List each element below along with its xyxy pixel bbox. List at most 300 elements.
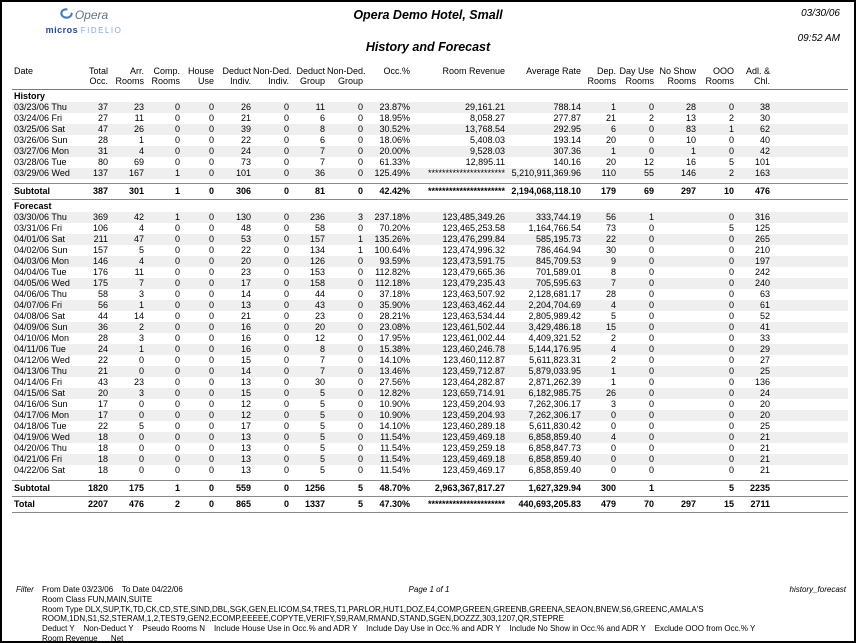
micros-logo-text: micros <box>45 25 79 35</box>
table-cell: 0 <box>648 223 654 233</box>
table-cell: 0 <box>208 421 214 431</box>
table-cell: 0 <box>728 366 734 376</box>
spacer-cell <box>772 344 848 355</box>
spacer-cell <box>772 481 848 497</box>
table-cell: 0 <box>283 135 289 145</box>
table-cell: 0 <box>357 256 363 266</box>
table-cell: 0 <box>208 146 214 156</box>
table-cell: 123,459,712.87 <box>442 366 505 376</box>
table-row <box>12 344 848 355</box>
table-cell: 0 <box>357 146 363 156</box>
table-cell: 11 <box>315 102 325 112</box>
table-cell: 123,474,996.32 <box>442 245 505 255</box>
table-cell: 0 <box>283 278 289 288</box>
table-cell: 42.42% <box>365 184 412 200</box>
table-cell: 15 <box>240 355 251 365</box>
table-cell: 0 <box>208 267 214 277</box>
table-cell: 18.06% <box>379 135 410 145</box>
table-cell: 123,463,534.44 <box>442 311 505 321</box>
table-cell: 17 <box>97 410 108 420</box>
table-cell: 0 <box>728 300 734 310</box>
table-cell: 0 <box>728 399 734 409</box>
table-cell <box>656 421 698 432</box>
table-cell: 0 <box>283 146 289 156</box>
subtotal-row <box>12 481 848 497</box>
table-cell: 0 <box>283 344 289 354</box>
table-cell: 2,194,068,118.10 <box>507 184 583 200</box>
table-cell: 0 <box>174 113 180 123</box>
table-cell: 0 <box>648 388 654 398</box>
table-cell: 3,429,486.18 <box>528 322 581 332</box>
table-cell: 52 <box>759 311 770 321</box>
table-cell: 7 <box>610 278 616 288</box>
table-cell: 135.26% <box>374 234 410 244</box>
table-cell: 21 <box>759 454 770 464</box>
table-cell: 14.10% <box>379 355 410 365</box>
table-cell: 1 <box>690 146 696 156</box>
table-cell: 316 <box>754 212 770 222</box>
section-label-row <box>12 90 848 103</box>
table-row <box>12 311 848 322</box>
table-cell: 265 <box>754 234 770 244</box>
table-row <box>12 333 848 344</box>
table-cell: 18 <box>97 432 108 442</box>
table-cell: 0 <box>648 377 654 387</box>
table-cell: 81 <box>291 184 327 200</box>
table-cell: 04/16/06 Sun <box>14 399 68 409</box>
column-header: Dep. Rooms <box>587 66 616 86</box>
spacer-cell <box>772 355 848 366</box>
table-cell: 0 <box>728 432 734 442</box>
table-cell: 788.14 <box>553 102 581 112</box>
table-cell: 31 <box>97 146 108 156</box>
table-cell: 2 <box>728 113 734 123</box>
table-cell: 1 <box>610 366 616 376</box>
table-cell: 21 <box>759 443 770 453</box>
table-cell: 1 <box>610 377 616 387</box>
table-cell: 48 <box>240 223 251 233</box>
table-cell: 123,459,259.18 <box>442 443 505 453</box>
table-cell: 69 <box>618 184 656 200</box>
table-cell: 0 <box>648 245 654 255</box>
table-cell: 0 <box>357 289 363 299</box>
table-cell: 1 <box>174 168 180 178</box>
table-cell: 10 <box>698 184 736 200</box>
table-cell: 2 <box>728 168 734 178</box>
table-cell: 0 <box>174 245 180 255</box>
table-cell: 12,895.11 <box>465 157 505 167</box>
table-cell: 0 <box>728 454 734 464</box>
report-date: 03/30/06 <box>801 8 840 19</box>
table-cell: 123,461,502.44 <box>442 322 505 332</box>
table-cell: 03/28/06 Tue <box>14 157 67 167</box>
table-cell: 175 <box>92 278 108 288</box>
table-cell: 240 <box>754 278 770 288</box>
table-cell: 04/01/06 Sat <box>14 234 66 244</box>
table-cell: 1337 <box>291 497 327 513</box>
table-cell: 0 <box>138 443 144 453</box>
spacer-cell <box>772 256 848 267</box>
table-cell: 123,485,349.26 <box>442 212 505 222</box>
table-cell: 1 <box>138 135 144 145</box>
table-cell: 24 <box>759 388 770 398</box>
table-cell: 0 <box>174 256 180 266</box>
table-cell: 13 <box>240 377 251 387</box>
table-cell: 10.90% <box>379 410 410 420</box>
table-cell: 47.30% <box>365 497 412 513</box>
table-cell: 03/24/06 Fri <box>14 113 63 123</box>
table-cell: 80 <box>97 157 108 167</box>
table-cell: 0 <box>728 256 734 266</box>
table-row <box>12 410 848 421</box>
table-cell: 0 <box>648 124 654 134</box>
table-cell: 27 <box>97 113 108 123</box>
table-cell: 0 <box>208 333 214 343</box>
table-cell: 705,595.63 <box>535 278 581 288</box>
table-cell: 4 <box>610 300 616 310</box>
table-cell: 6,858,859.40 <box>528 465 581 475</box>
table-cell: 242 <box>754 267 770 277</box>
table-cell: 0 <box>138 410 144 420</box>
table-cell: 0 <box>648 289 654 299</box>
table-cell: 11.54% <box>380 465 410 475</box>
column-header: Room Revenue <box>442 66 505 76</box>
table-cell: 0 <box>728 234 734 244</box>
table-cell: 292.95 <box>553 124 581 134</box>
table-cell: 0 <box>174 344 180 354</box>
table-cell: 0 <box>610 410 616 420</box>
table-cell: 5 <box>728 223 734 233</box>
table-cell: 4 <box>138 146 144 156</box>
table-cell: 101 <box>754 157 770 167</box>
table-cell <box>656 333 698 344</box>
table-row <box>12 432 848 443</box>
table-cell: 1,164,766.54 <box>528 223 581 233</box>
column-header: Day Use Rooms <box>619 66 654 86</box>
table-cell: 15.38% <box>379 344 410 354</box>
table-cell: 0 <box>357 410 363 420</box>
table-cell: 1256 <box>291 481 327 497</box>
table-cell: 36 <box>97 322 108 332</box>
spacer-cell <box>772 234 848 245</box>
table-cell: 04/10/06 Mon <box>14 333 70 343</box>
table-cell: 0 <box>357 168 363 178</box>
table-cell: 23.08% <box>379 322 410 332</box>
table-cell: 0 <box>648 311 654 321</box>
table-cell: 22 <box>97 421 108 431</box>
spacer-cell <box>772 465 848 476</box>
table-row <box>12 245 848 256</box>
table-cell: Total <box>12 497 78 513</box>
table-cell: 1 <box>146 481 182 497</box>
table-cell: 04/09/06 Sun <box>14 322 68 332</box>
spacer-cell <box>772 184 848 200</box>
table-cell: 0 <box>728 344 734 354</box>
table-cell: 17 <box>240 278 251 288</box>
table-cell: 0 <box>208 432 214 442</box>
table-cell: 123,465,253.58 <box>442 223 505 233</box>
table-cell: 29 <box>759 344 770 354</box>
table-cell: 0 <box>648 278 654 288</box>
table-cell: 0 <box>357 344 363 354</box>
table-cell: 21 <box>759 465 770 475</box>
table-cell: 38 <box>759 102 770 112</box>
table-cell: 0 <box>253 497 291 513</box>
spacer-cell <box>772 168 848 179</box>
table-row <box>12 388 848 399</box>
table-cell: 0 <box>174 333 180 343</box>
table-cell: 20.00% <box>379 146 410 156</box>
table-cell: 307.36 <box>553 146 581 156</box>
table-cell: 0 <box>728 311 734 321</box>
table-cell: 04/05/06 Wed <box>14 278 70 288</box>
table-cell: 297 <box>656 184 698 200</box>
table-cell: 5 <box>319 465 325 475</box>
table-cell: 20 <box>314 322 325 332</box>
table-cell <box>656 311 698 322</box>
column-header: Occ.% <box>383 66 410 76</box>
table-cell: 0 <box>327 184 365 200</box>
table-cell: 0 <box>208 113 214 123</box>
table-cell: 63 <box>759 289 770 299</box>
table-cell: 26 <box>605 388 616 398</box>
table-cell: 136 <box>754 377 770 387</box>
table-cell: 0 <box>648 454 654 464</box>
table-cell <box>656 432 698 443</box>
table-cell: 123,476,299.84 <box>442 234 505 244</box>
table-cell: 41 <box>759 322 770 332</box>
table-cell: 23 <box>133 377 144 387</box>
table-cell: 04/08/06 Sat <box>14 311 66 321</box>
table-cell: 61 <box>759 300 770 310</box>
table-cell: 112.82% <box>375 267 410 277</box>
table-cell: 1820 <box>78 481 110 497</box>
table-cell: 0 <box>283 421 289 431</box>
table-cell: 369 <box>92 212 108 222</box>
table-cell: 440,693,205.83 <box>507 497 583 513</box>
table-cell: Subtotal <box>12 184 78 200</box>
report-head-row <box>12 64 848 90</box>
column-header: Total Occ. <box>88 66 108 86</box>
table-cell: 0 <box>174 410 180 420</box>
table-cell: 8 <box>319 124 325 134</box>
table-cell: 157 <box>309 234 325 244</box>
table-cell: 5,879,033.95 <box>528 366 581 376</box>
table-cell: 585,195.73 <box>535 234 581 244</box>
table-cell: 0 <box>174 465 180 475</box>
table-cell: 123,659,714.91 <box>442 388 505 398</box>
table-cell: 0 <box>357 465 363 475</box>
table-cell: 123,479,235.43 <box>442 278 505 288</box>
spacer-cell <box>772 102 848 113</box>
table-cell: 3 <box>138 289 144 299</box>
table-cell <box>656 234 698 245</box>
table-cell: 5 <box>319 410 325 420</box>
table-cell: 0 <box>357 300 363 310</box>
table-cell: 0 <box>357 443 363 453</box>
table-cell: 0 <box>357 399 363 409</box>
table-cell <box>656 300 698 311</box>
table-cell: 5,408.03 <box>469 135 505 145</box>
table-cell: 70 <box>618 497 656 513</box>
table-cell: 73 <box>605 223 616 233</box>
table-cell: 17.95% <box>379 333 410 343</box>
table-cell: 1 <box>146 184 182 200</box>
table-cell: 5 <box>319 454 325 464</box>
table-cell: 167 <box>128 168 144 178</box>
table-cell: 5 <box>319 432 325 442</box>
table-row <box>12 366 848 377</box>
table-cell: 0 <box>208 454 214 464</box>
table-cell: 0 <box>357 432 363 442</box>
table-cell: 786,464.94 <box>535 245 581 255</box>
table-cell: 0 <box>138 355 144 365</box>
table-cell: 04/19/06 Wed <box>14 432 70 442</box>
table-cell: 0 <box>648 102 654 112</box>
table-cell: 0 <box>208 157 214 167</box>
table-cell: 7,262,306.17 <box>528 410 581 420</box>
table-row <box>12 146 848 157</box>
section-label-row <box>12 200 848 213</box>
table-cell: 0 <box>648 421 654 431</box>
table-cell: 26 <box>240 102 251 112</box>
table-cell: 137 <box>92 168 108 178</box>
table-cell: 13 <box>240 300 251 310</box>
table-cell: 0 <box>648 366 654 376</box>
table-cell: 22 <box>97 355 108 365</box>
table-cell: 03/31/06 Fri <box>14 223 63 233</box>
table-cell: 58 <box>97 289 108 299</box>
table-cell: 0 <box>138 399 144 409</box>
table-cell: 0 <box>728 278 734 288</box>
table-cell: 03/25/06 Sat <box>14 124 66 134</box>
table-cell: 0 <box>610 454 616 464</box>
table-cell: 0 <box>728 377 734 387</box>
table-cell: 0 <box>610 421 616 431</box>
table-cell <box>656 388 698 399</box>
filter-line: From Date 03/23/06 To Date 04/22/06 <box>42 585 183 594</box>
table-cell: 69 <box>133 157 144 167</box>
table-cell: 123,459,469.18 <box>442 454 505 464</box>
table-cell: 37 <box>97 102 108 112</box>
table-cell: 0 <box>253 481 291 497</box>
table-cell: 0 <box>253 184 291 200</box>
table-cell: 5,611,830.42 <box>529 421 581 431</box>
table-cell: 0 <box>648 333 654 343</box>
table-cell: 1 <box>618 481 656 497</box>
table-cell <box>656 355 698 366</box>
table-cell: 2,204,704.69 <box>528 300 581 310</box>
table-cell: 0 <box>357 135 363 145</box>
table-cell: 0 <box>174 146 180 156</box>
table-cell: 04/06/06 Thu <box>14 289 67 299</box>
table-cell: 21 <box>240 113 251 123</box>
table-cell: 5 <box>319 443 325 453</box>
table-cell: 0 <box>728 135 734 145</box>
table-cell: 13 <box>240 432 251 442</box>
table-cell: 123,460,112.87 <box>443 355 505 365</box>
table-cell: 23 <box>240 267 251 277</box>
report-title: History and Forecast <box>365 40 491 54</box>
table-cell: 0 <box>357 223 363 233</box>
spacer-cell <box>772 366 848 377</box>
table-cell: 0 <box>283 157 289 167</box>
table-cell: 6,182,985.75 <box>528 388 581 398</box>
table-cell: 0 <box>357 454 363 464</box>
table-cell: 0 <box>174 300 180 310</box>
table-cell: 04/07/06 Fri <box>14 300 63 310</box>
table-cell: 0 <box>208 300 214 310</box>
column-header <box>772 64 848 90</box>
table-cell: Subtotal <box>12 481 78 497</box>
table-cell: 0 <box>283 432 289 442</box>
table-row <box>12 300 848 311</box>
table-row <box>12 454 848 465</box>
table-cell: 18.95% <box>379 113 410 123</box>
table-cell: 6,858,859.40 <box>528 454 581 464</box>
table-cell <box>656 344 698 355</box>
table-cell: 21 <box>605 113 616 123</box>
table-cell: 3 <box>357 212 363 222</box>
table-cell: 0 <box>357 124 363 134</box>
table-cell: 0 <box>208 399 214 409</box>
table-cell: 7 <box>319 146 325 156</box>
table-cell: 43 <box>97 377 108 387</box>
table-cell: 0 <box>357 113 363 123</box>
table-row <box>12 168 848 179</box>
table-cell: 0 <box>283 267 289 277</box>
table-cell: 21 <box>240 311 251 321</box>
table-cell: 0 <box>283 322 289 332</box>
table-cell: 10 <box>685 135 696 145</box>
table-cell: 93.59% <box>379 256 410 266</box>
table-cell: 4 <box>610 432 616 442</box>
table-cell: 0 <box>357 333 363 343</box>
table-cell: 37.18% <box>379 289 410 299</box>
table-cell: 4 <box>138 223 144 233</box>
table-cell: ********************** <box>412 497 507 513</box>
table-cell: 1 <box>357 234 363 244</box>
table-cell: 0 <box>138 366 144 376</box>
report-table-body <box>12 90 848 513</box>
table-cell: 12 <box>643 157 654 167</box>
table-cell: 20 <box>240 256 251 266</box>
table-cell: 0 <box>648 355 654 365</box>
table-cell: 0 <box>728 102 734 112</box>
table-cell: 5 <box>138 421 144 431</box>
table-cell: 5 <box>728 157 734 167</box>
table-cell: 20 <box>97 388 108 398</box>
table-cell: 0 <box>283 113 289 123</box>
table-cell: 5 <box>319 388 325 398</box>
table-cell: 04/15/06 Sat <box>14 388 66 398</box>
spacer-cell <box>772 157 848 168</box>
table-cell: 123,459,469.18 <box>442 432 505 442</box>
table-cell: 0 <box>283 410 289 420</box>
table-cell: 04/21/06 Fri <box>14 454 63 464</box>
table-cell: 0 <box>208 366 214 376</box>
table-cell: 13,768.54 <box>464 124 505 134</box>
table-cell: 0 <box>728 333 734 343</box>
table-cell: 17 <box>240 421 251 431</box>
table-cell: 123,461,002.44 <box>442 333 505 343</box>
table-cell: 0 <box>208 223 214 233</box>
table-cell: 123,460,289.18 <box>442 421 505 431</box>
table-cell: 157 <box>92 245 108 255</box>
spacer-cell <box>772 311 848 322</box>
table-cell <box>656 454 698 465</box>
table-cell: 301 <box>110 184 146 200</box>
